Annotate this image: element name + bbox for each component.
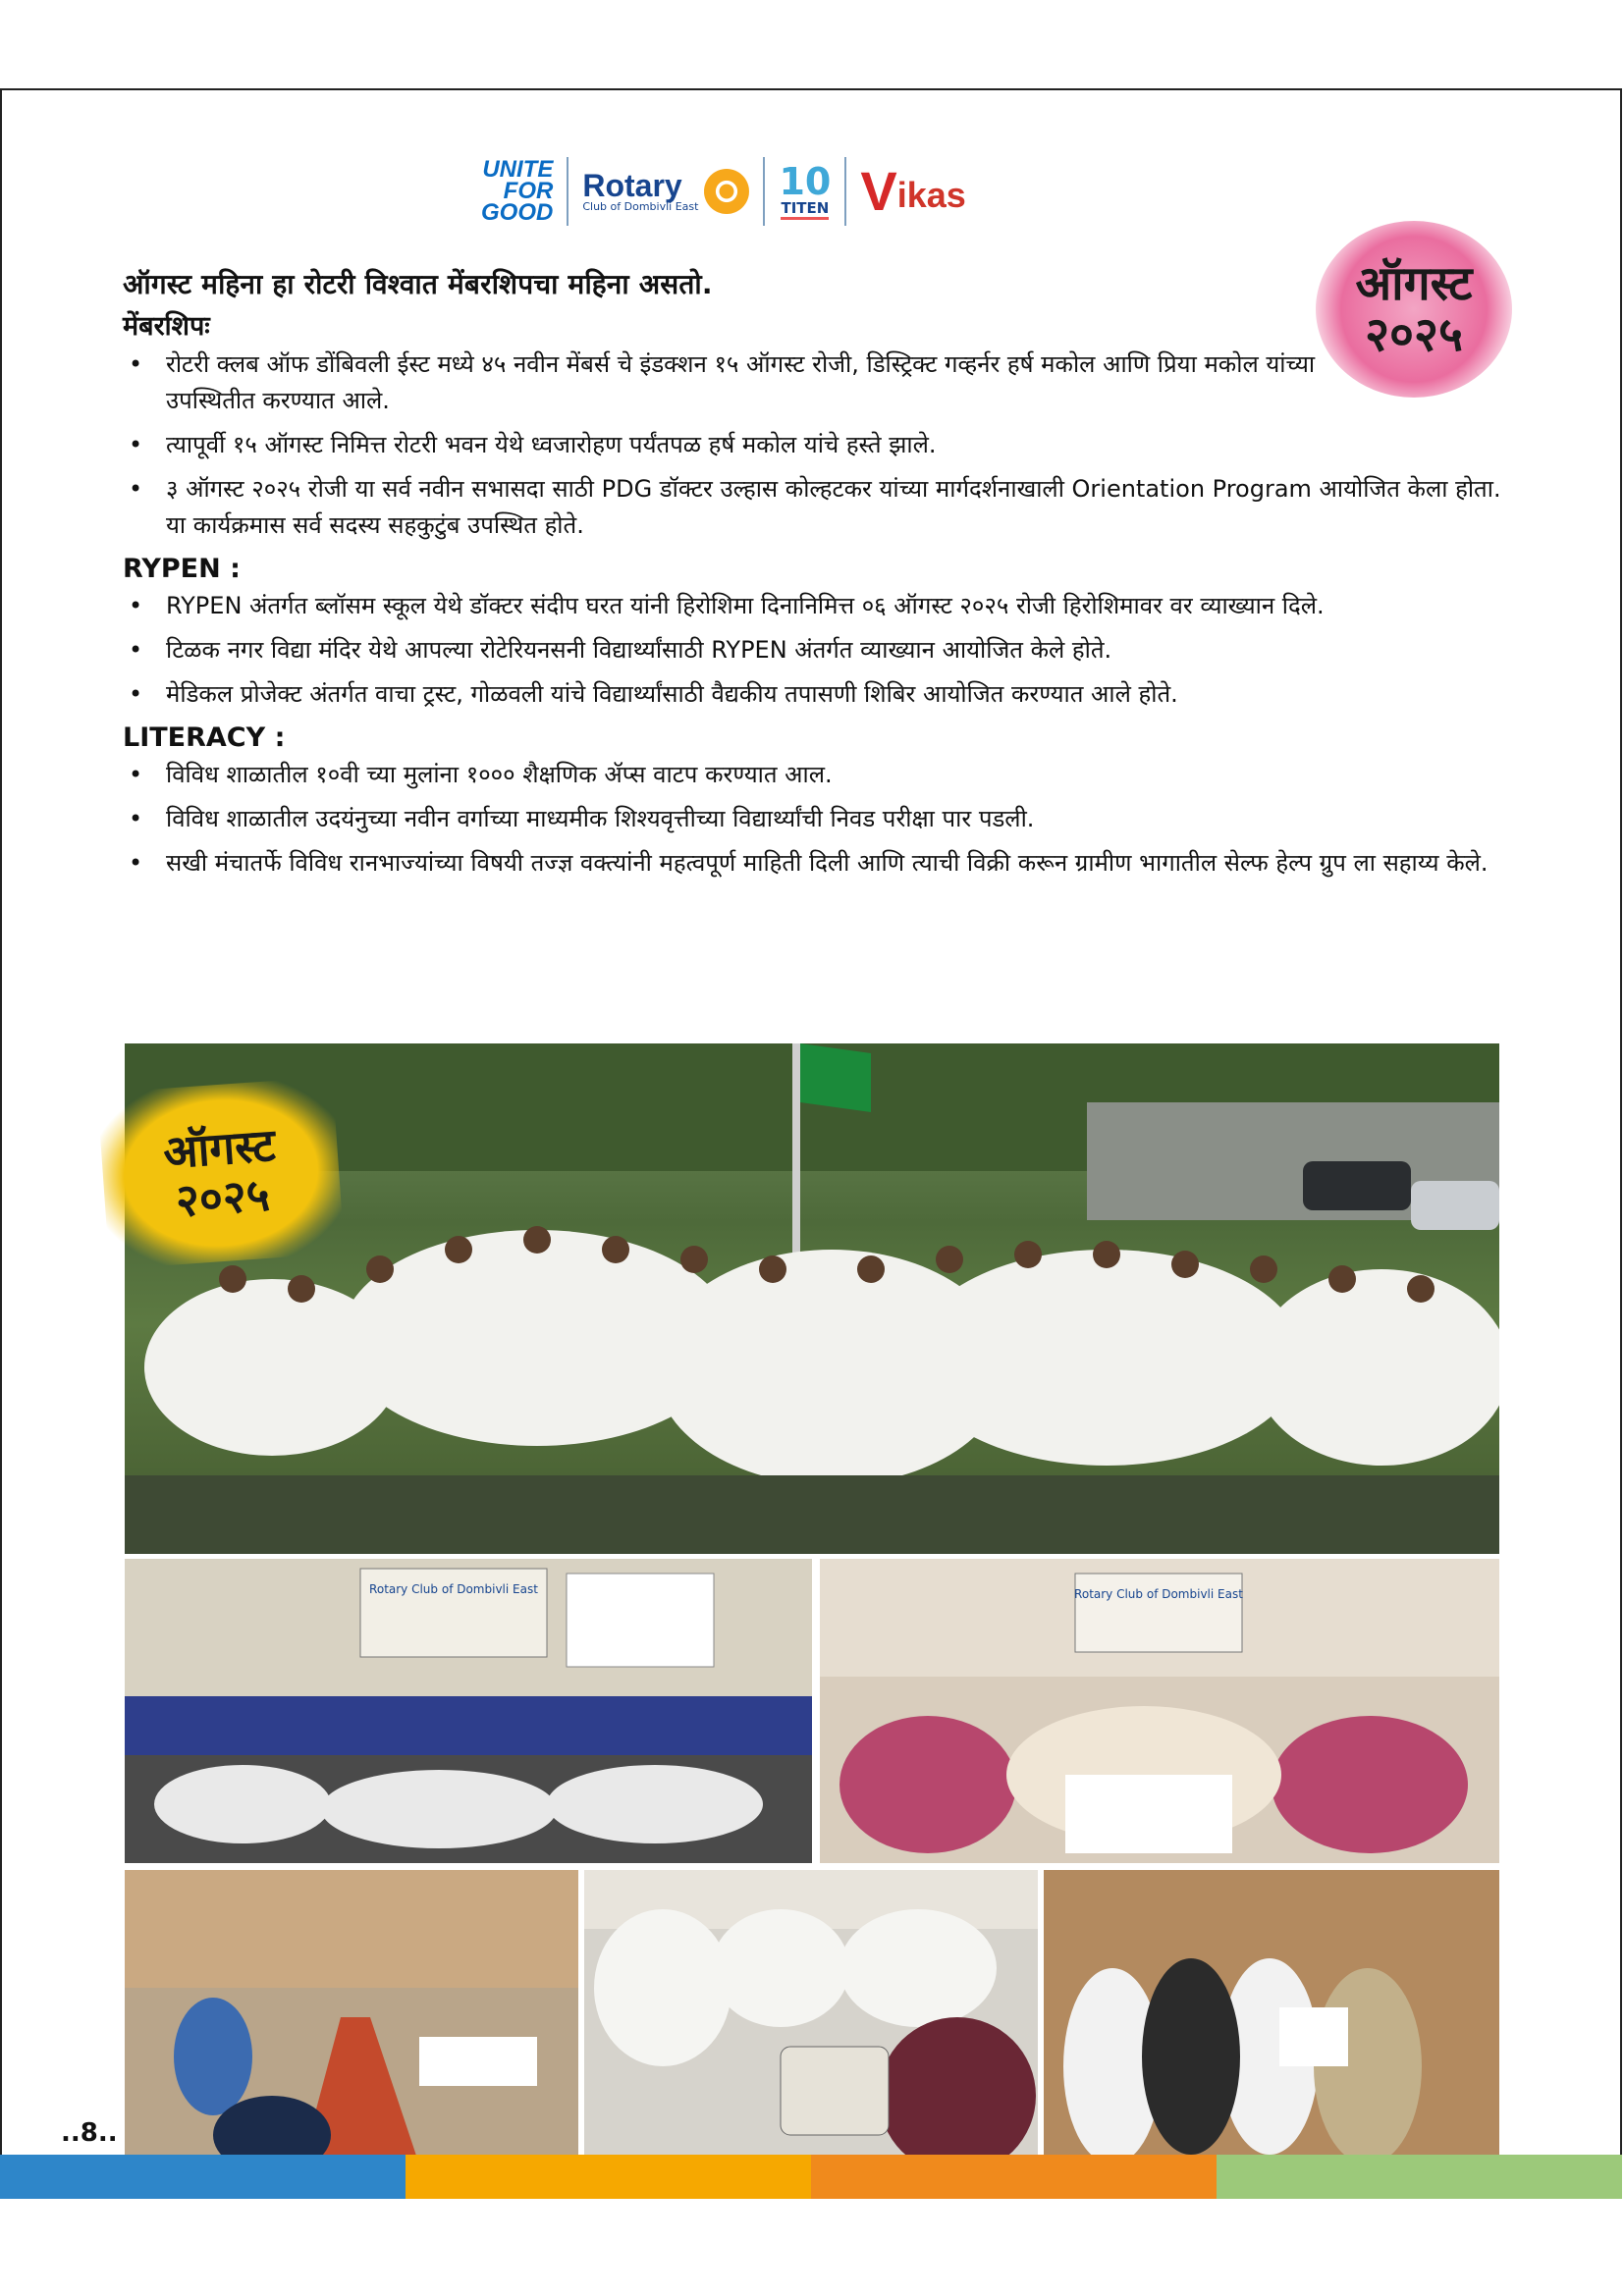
month-badge-photo: ऑगस्ट २०२५: [97, 1077, 345, 1269]
section-title-literacy: LITERACY :: [123, 722, 286, 753]
rotary-logo: Rotary Club of Dombivli East: [582, 169, 749, 214]
rypen-list: [123, 588, 1507, 713]
list-item: • टिळक नगर विद्या मंदिर येथे आपल्या रोटेरियनसनी विद्यार्थ्यांसाठी RYPEN अंतर्गत व्याख्यान आयोजित केले होते.: [123, 632, 1507, 668]
footer-color-bars: [0, 2155, 1622, 2199]
photo-sakhi-manch-group: [820, 1559, 1499, 1863]
rotary-wheel-icon: [704, 169, 749, 214]
membership-list: [123, 347, 1507, 544]
month-badge-top: ऑगस्ट २०२५: [1316, 221, 1512, 398]
photo-medical-camp-hall: [125, 1870, 578, 2164]
photo-eye-checkup: [584, 1870, 1038, 2164]
list-item: • सखी मंचातर्फे विविध रानभाज्यांच्या विषयी तज्ज्ञ वक्त्यांनी महत्वपूर्ण माहिती दिली आणि त्याची विक्री करून ग्रामीण भागातील सेल्फ हेल्प ग्रुप ला सहाय्य केले.: [123, 845, 1507, 881]
section-title-rypen: RYPEN :: [123, 554, 241, 584]
footer-bar-blue: [0, 2155, 406, 2199]
photo-students-seminar: [125, 1559, 812, 1863]
logo-divider: [567, 157, 568, 226]
logo-divider: [763, 157, 765, 226]
vikas-logo: V ikas: [860, 160, 966, 222]
footer-bar-green: [1217, 2155, 1622, 2199]
list-item: • रोटरी क्लब ऑफ डोंबिवली ईस्ट मध्ये ४५ नवीन मेंबर्स चे इंडक्शन १५ ऑगस्ट रोजी, डिस्ट्रिक्ट गव्हर्नर हर्ष मकोल आणि प्रिया मकोल यांच्या उपस्थितीत करण्यात आले.: [123, 347, 1334, 419]
list-item: • विविध शाळातील १०वी च्या मुलांना १००० शैक्षणिक ॲप्स वाटप करण्यात आल.: [123, 757, 1507, 793]
footer-bar-yellow: [406, 2155, 811, 2199]
list-item: • ३ ऑगस्ट २०२५ रोजी या सर्व नवीन सभासदा साठी PDG डॉक्टर उल्हास कोल्हटकर यांच्या मार्गदर्शनाखाली Orientation Program आयोजित केला होता. या कार्यक्रमास सर्व सदस्य सहकुटुंब उपस्थित होते.: [123, 471, 1507, 544]
titen-logo: 10 TITEN: [779, 164, 831, 220]
footer-bar-orange: [811, 2155, 1217, 2199]
list-item: • विविध शाळातील उदयंनुच्या नवीन वर्गाच्या माध्यमीक शिश्यवृत्तीच्या विद्यार्थ्यांची निवड परीक्षा पार पडली.: [123, 801, 1507, 837]
crowd-shapes: [144, 1230, 1499, 1485]
article-body: [123, 265, 1507, 889]
banner-text: Rotary Club of Dombivli East: [369, 1582, 538, 1596]
section-title-membership: मेंबरशिपः: [123, 311, 210, 342]
banner-text: Rotary Club of Dombivli East: [1074, 1587, 1243, 1601]
unite-for-good-logo: UNITE FOR GOOD: [481, 156, 554, 226]
literacy-list: [123, 757, 1507, 881]
photo-felicitation: [1044, 1870, 1499, 2164]
header-logos: [481, 152, 966, 231]
list-item: • RYPEN अंतर्गत ब्लॉसम स्कूल येथे डॉक्टर संदीप घरत यांनी हिरोशिमा दिनानिमित्त ०६ ऑगस्ट २०२५ रोजी हिरोशिमावर वर व्याख्यान दिले.: [123, 588, 1507, 624]
headline: ऑगस्ट महिना हा रोटरी विश्वात मेंबरशिपचा महिना असतो.: [123, 268, 713, 300]
list-item: • मेडिकल प्रोजेक्ट अंतर्गत वाचा ट्रस्ट, गोळवली यांचे विद्यार्थ्यांसाठी वैद्यकीय तपासणी शिबिर आयोजित करण्यात आले होते.: [123, 676, 1507, 713]
page-number: ..8..: [61, 2118, 118, 2148]
logo-divider: [844, 157, 846, 226]
list-item: • त्यापूर्वी १५ ऑगस्ट निमित्त रोटरी भवन येथे ध्वजारोहण पर्यंतपळ हर्ष मकोल यांचे हस्ते झाले.: [123, 427, 1507, 463]
